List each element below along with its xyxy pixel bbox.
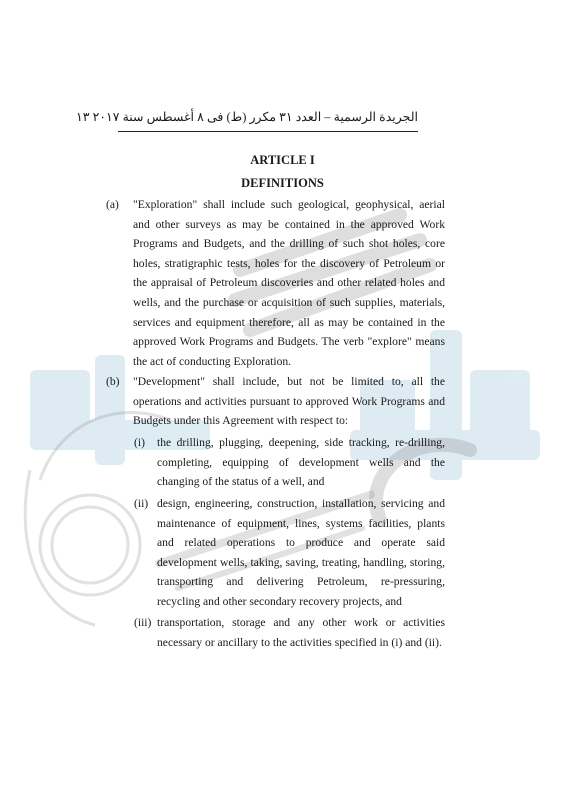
sub-item-iii: transportation, storage and any other work or activities necessary or ancillary to the activities specified in (i) and (ii). [157,616,445,649]
section-title: DEFINITIONS [241,176,324,190]
sub-item-ii: design, engineering, construction, installation, servicing and maintenance of equipment, lines, systems facilities, plants and related operations to produce and operate said development wells, taking, saving, treating, handling, storing, transporting and delivering Petroleum, re-pressuring, recycling and other secondary recovery projects, and [157,497,445,608]
definition-marker-a: (a) [106,198,119,211]
sub-item-marker-iii: (iii) [134,616,152,629]
sub-item-marker-ii: (ii) [134,497,149,510]
sub-item-i: the drilling, plugging, deepening, side tracking, re-drilling, completing, equipping of development wells and the changing of the status of a well, and [157,436,445,489]
definition-marker-b: (b) [106,375,120,388]
definition-development: "Development" shall include, but not be limited to, all the operations and activities pursuant to approved Work Programs and Budgets under this Agreement with respect to: [133,375,445,428]
header-rule [118,131,418,132]
sub-item-marker-i: (i) [134,436,145,449]
gazette-header: الجريدة الرسمية – العدد ٣١ مكرر (ط) فى ٨ أغسطس سنة ٢٠١٧ ١٣ [76,110,418,124]
article-title: ARTICLE I [250,153,315,167]
definition-exploration: "Exploration" shall include such geological, geophysical, aerial and other surveys as may be contained in the approved Work Programs and Budgets, and the drilling of such shot holes, core holes, stratigraphic tests, holes for the discovery of Petroleum or the appraisal of Petroleum discoveries and other related holes and wells, and the purchase or acquisition of such supplies, materials, services and equipment therefore, all as may be contained in the approved Work Programs and Budgets. The verb "explore" means the act of conducting Exploration. [133,198,445,368]
